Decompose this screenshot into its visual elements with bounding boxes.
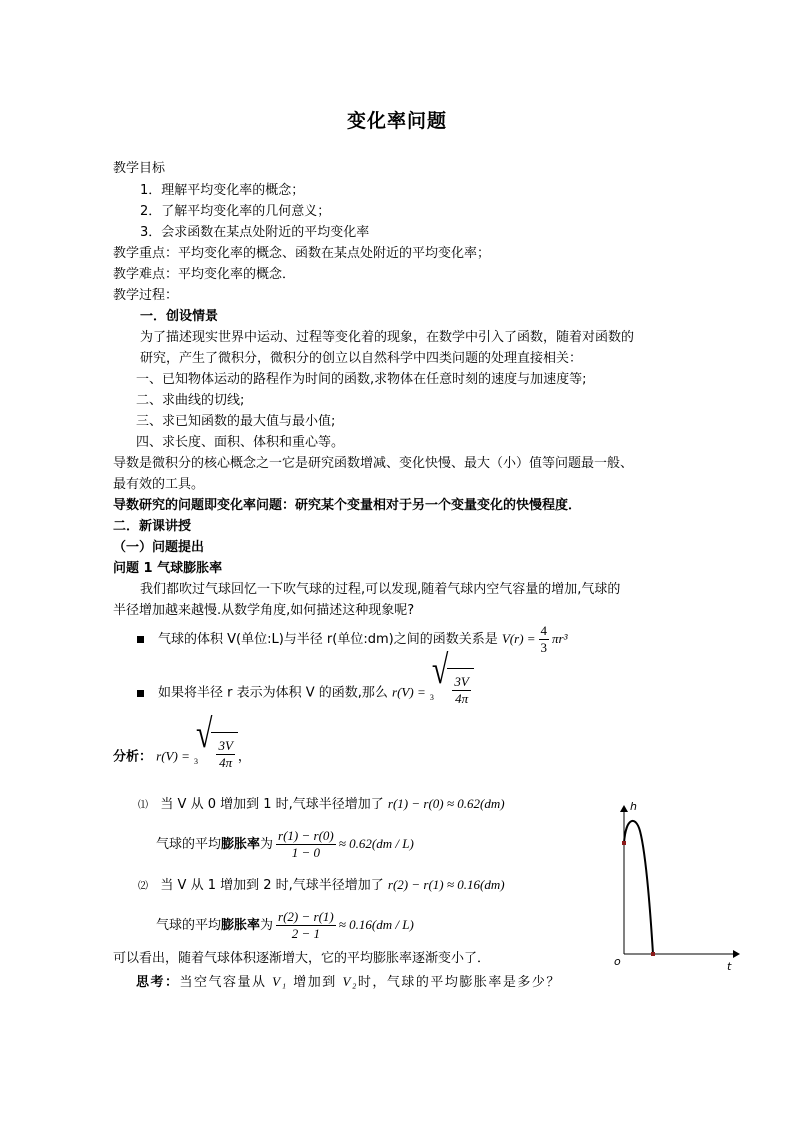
think-line: 思考：当空气容量从 V₁ 增加到 V₂时，气球的平均膨胀率是多少？ [136, 974, 561, 990]
subsection-heading: （一）问题提出 [113, 540, 205, 555]
rate2-line: 气球的平均膨胀率为 $\frac{r(2) - r(1)}{2 - 1}$ ≈ 0.16(dm / L) [156, 909, 414, 941]
formula-lhs: V(r) = [501, 631, 536, 646]
rate1-line: 气球的平均膨胀率为 $\frac{r(1) - r(0)}{1 - 0}$ ≈ 0.62(dm / L) [156, 828, 414, 860]
end-point [651, 952, 655, 956]
trajectory-curve [624, 821, 653, 954]
analysis-line: 分析： r(V) = 3 √ $\frac{3V}{4\pi}$ ， [113, 732, 251, 782]
bullet-icon [137, 636, 144, 643]
objective-item: 2．了解平均变化率的几何意义； [140, 204, 331, 219]
key-point: 教学重点：平均变化率的概念、函数在某点处附近的平均变化率； [113, 246, 491, 261]
analysis-label: 分析： [113, 749, 153, 765]
think-label: 思考： [136, 975, 180, 990]
intro-line: 为了描述现实世界中运动、过程等变化着的现象，在数学中引入了函数，随着对函数的 [140, 330, 635, 345]
conclusion: 可以看出，随着气球体积逐渐增大，它的平均膨胀率逐渐变小了． [113, 951, 491, 966]
bullet-icon [137, 690, 144, 697]
section2-heading: 二．新课讲授 [113, 519, 192, 534]
step2-line [138, 876, 505, 896]
bullet-text: 气球的体积 V(单位:L)与半径 r(单位:dm)之间的函数关系是 [158, 632, 498, 647]
rate-result: ≈ 0.62(dm / L) [338, 836, 414, 851]
x-axis-label: t [727, 960, 732, 973]
problem-item: 四、求长度、面积、体积和重心等。 [136, 435, 345, 450]
cube-root: 3 √ $\frac{3V}{4\pi}$ [430, 668, 474, 718]
step-text: 当 V 从 0 增加到 1 时,气球半径增加了 [160, 797, 384, 812]
objective-item: 3．会求函数在某点处附近的平均变化率 [140, 225, 370, 240]
objectives-heading: 教学目标 [113, 161, 166, 176]
origin-label: o [614, 955, 621, 968]
problem1-title: 问题 1 气球膨胀率 [113, 561, 223, 576]
step-text: 当 V 从 1 增加到 2 时,气球半径增加了 [160, 878, 384, 893]
step-marker: ⑴ [138, 800, 148, 811]
derivative-line: 导数是微积分的核心概念之一它是研究函数增减、变化快慢、最大（小）值等问题最一般、 [113, 456, 634, 471]
process-heading: 教学过程： [113, 288, 179, 303]
bold-statement: 导数研究的问题即变化率问题：研究某个变量相对于另一个变量变化的快慢程度． [113, 498, 582, 513]
step-formula: r(1) − r(0) ≈ 0.62(dm) [387, 796, 505, 811]
cube-root: 3 √ $\frac{3V}{4\pi}$ [194, 732, 238, 782]
intro-line: 研究，产生了微积分，微积分的创立以自然科学中四类问题的处理直接相关： [140, 351, 583, 366]
balloon-line: 我们都吹过气球回忆一下吹气球的过程,可以发现,随着气球内空气容量的增加,气球的 [140, 582, 621, 597]
derivative-line: 最有效的工具。 [113, 477, 205, 492]
rate-result: ≈ 0.16(dm / L) [338, 917, 414, 932]
problem-item: 一、已知物体运动的路程作为时间的函数,求物体在任意时刻的速度与加速度等; [136, 372, 587, 387]
balloon-line: 半径增加越来越慢.从数学角度,如何描述这种现象呢? [113, 603, 415, 618]
step-marker: ⑵ [138, 881, 148, 892]
height-time-graph [606, 796, 746, 976]
bullet-item-volume [137, 622, 568, 657]
formula-tail: πr³ [552, 631, 568, 646]
problem-item: 三、求已知函数的最大值与最小值; [136, 414, 336, 429]
section1-heading: 一．创设情景 [140, 309, 219, 324]
step-formula: r(2) − r(1) ≈ 0.16(dm) [387, 877, 505, 892]
bullet-item-radius [137, 647, 474, 718]
start-point [622, 841, 626, 845]
objective-item: 1．理解平均变化率的概念； [140, 183, 305, 198]
document-title: 变化率问题 [346, 110, 447, 132]
step1-line [138, 795, 505, 815]
rate-fraction: $\frac{r(1) - r(0)}{1 - 0}$ [278, 828, 334, 860]
bullet-text: 如果将半径 r 表示为体积 V 的函数,那么 [158, 685, 388, 701]
rate-fraction: $\frac{r(2) - r(1)}{2 - 1}$ [278, 909, 334, 941]
formula-lhs: r(V) = [156, 748, 190, 764]
y-axis-label: h [630, 800, 637, 813]
difficulty: 教学难点：平均变化率的概念． [113, 267, 296, 282]
formula-lhs: r(V) = [392, 684, 426, 700]
problem-item: 二、求曲线的切线; [136, 393, 245, 408]
fraction: $\frac{4}{3}$ [540, 623, 548, 655]
